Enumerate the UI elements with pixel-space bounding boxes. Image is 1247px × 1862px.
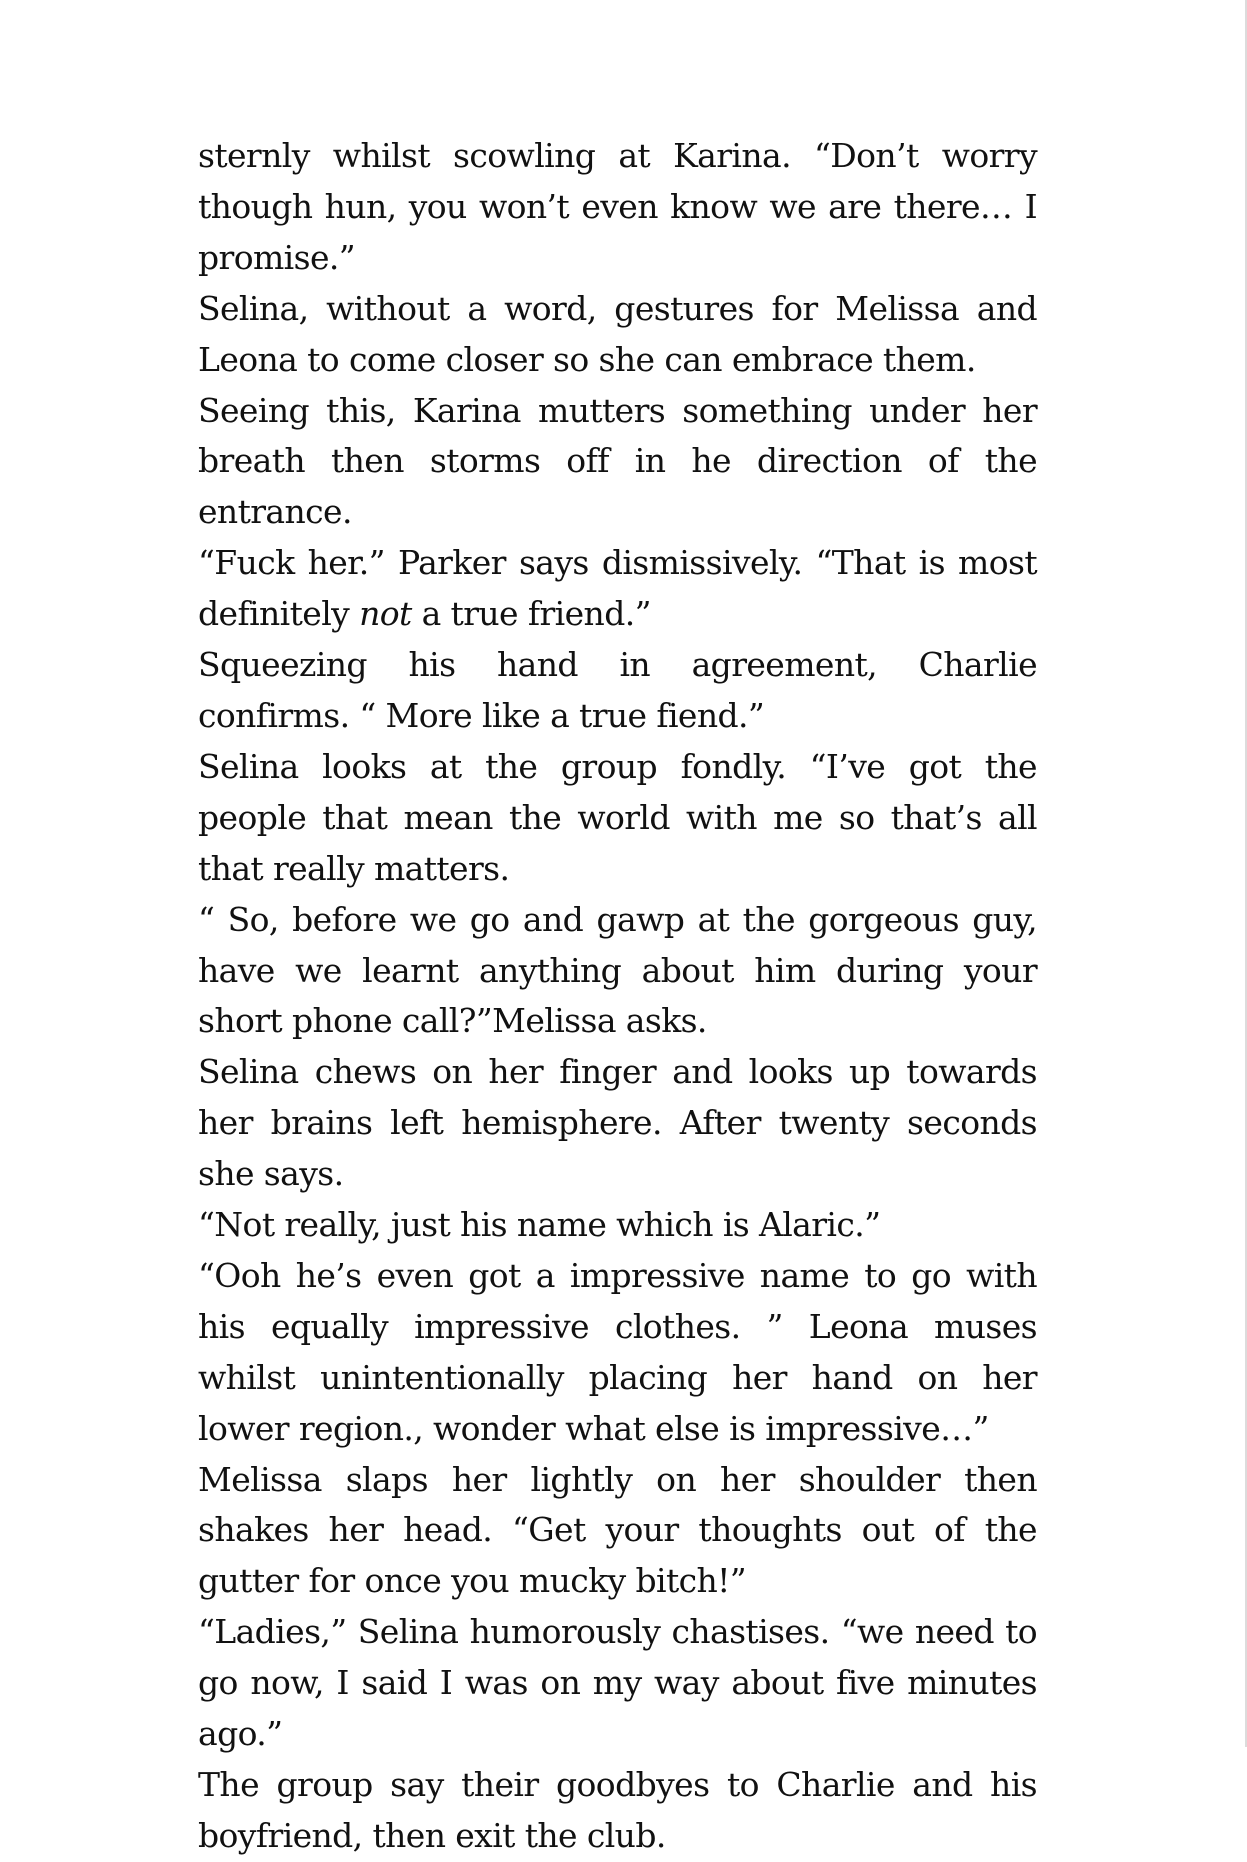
paragraph: The group say their goodbyes to Charlie and his boyfriend, then exit the club. — [198, 1765, 1037, 1855]
paragraph: “Not really, just his name which is Alaric.” — [198, 1205, 881, 1245]
paragraph: Seeing this, Karina mutters something under her breath then storms off in he direction of the entrance. — [198, 390, 1037, 532]
paragraph: Selina chews on her finger and looks up towards her brains left hemisphere. After twenty seconds she says. — [198, 1052, 1037, 1194]
paragraph: “Ladies,” Selina humorously chastises. “we need to go now, I said I was on my way about five minutes ago.” — [198, 1612, 1037, 1754]
paragraph: “ So, before we go and gawp at the gorgeous guy, have we learnt anything about him during your short phone call?”Melissa asks. — [198, 899, 1037, 1041]
paragraph-text-after-italic: a true friend.” — [411, 594, 651, 634]
paragraph: Squeezing his hand in agreement, Charlie confirms. “ More like a true fiend.” — [198, 645, 1037, 735]
paragraph: Selina, without a word, gestures for Melissa and Leona to come closer so she can embrace them. — [198, 288, 1037, 379]
paragraph-text-before-italic: “Fuck her.” Parker says dismissively. “That is most definitely — [198, 543, 1037, 634]
paragraph: Selina looks at the group fondly. “I’ve got the people that mean the world with me so that’s all that really matters. — [198, 746, 1037, 888]
body-text — [198, 131, 1037, 1862]
paragraph: “Ooh he’s even got a impressive name to go with his equally impressive clothes. ” Leona muses whilst unintentionally placing her hand on her lower region., wonder what else is impressive…” — [198, 1255, 1037, 1448]
paragraph: sternly whilst scowling at Karina. “Don’t worry though hun, you won’t even know we are there… I promise.” — [198, 136, 1037, 277]
italic-emphasis: not — [359, 594, 412, 634]
paragraph: Melissa slaps her lightly on her shoulder then shakes her head. “Get your thoughts out of the gutter for once you mucky bitch!” — [198, 1459, 1037, 1601]
paragraph — [198, 538, 1037, 640]
